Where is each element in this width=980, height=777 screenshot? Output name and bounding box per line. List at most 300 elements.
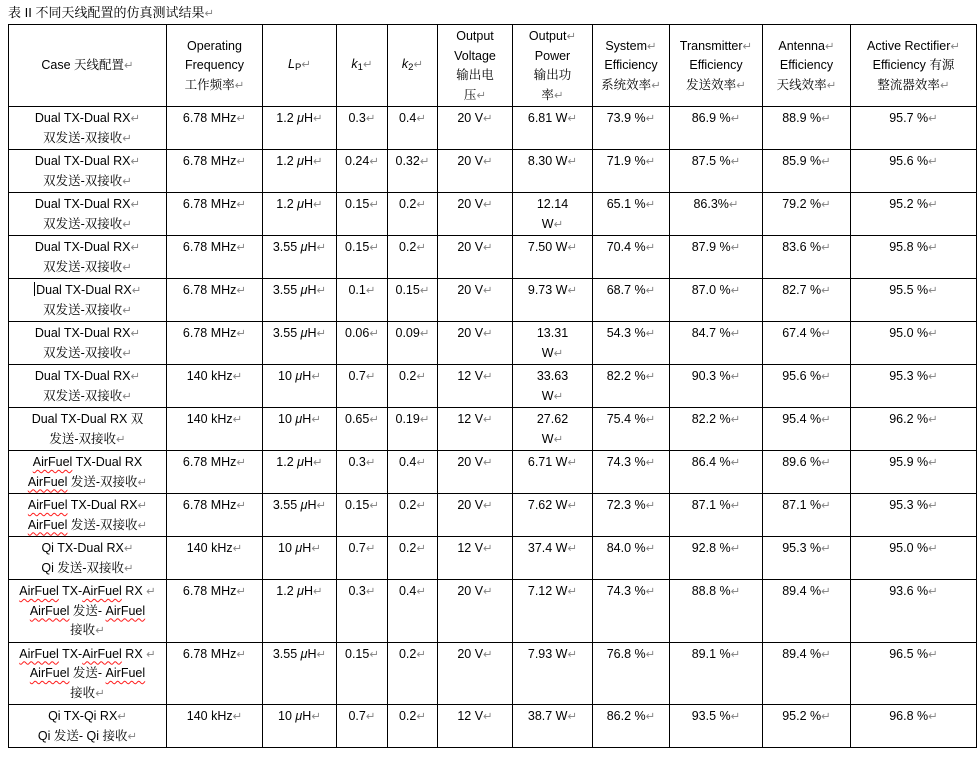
cell-antenna-efficiency[interactable] [763,279,851,322]
cell-active-rectifier-efficiency[interactable] [851,537,977,580]
paragraph-mark-icon: ↵ [730,326,741,340]
text-line [672,37,760,57]
text-line [265,707,334,727]
text-line [853,195,974,215]
text-run: 0.7 [348,541,366,555]
paragraph-mark-icon: ↵ [236,197,247,211]
cell-output-power[interactable] [513,705,593,748]
cell-case[interactable] [9,365,167,408]
cell-output-voltage[interactable] [438,322,513,365]
paragraph-mark-icon: ↵ [369,498,379,512]
paragraph-mark-icon: ↵ [416,111,427,125]
spellcheck-word: AirFuel [29,603,70,618]
text-line [440,109,510,129]
cell-case[interactable] [9,642,167,705]
text-run: 67.4 % [782,326,822,340]
text-run: 88.8 % [691,584,731,598]
cell-active-rectifier-efficiency[interactable] [851,236,977,279]
text-line [765,453,848,473]
paragraph-mark-icon: ↵ [483,154,493,168]
cell-antenna-efficiency[interactable] [763,322,851,365]
paragraph-mark-icon: ↵ [928,111,938,125]
text-run: 20 V [457,240,484,254]
cell-operating-frequency[interactable] [167,279,263,322]
cell-k1[interactable] [337,193,388,236]
cell-output-power[interactable] [513,451,593,494]
cell-system-efficiency[interactable] [593,322,670,365]
cell-k2[interactable] [388,236,438,279]
text-run: 0.32 [395,154,420,168]
text-line [595,152,667,172]
paragraph-mark-icon: ↵ [122,259,132,274]
cell-system-efficiency[interactable] [593,107,670,150]
cell-active-rectifier-efficiency[interactable] [851,642,977,705]
text-run: 93.5 % [691,709,731,723]
cell-lp[interactable] [263,279,337,322]
paragraph-mark-icon: ↵ [130,154,141,168]
cell-output-power[interactable] [513,236,593,279]
paragraph-mark-icon: ↵ [553,216,564,231]
cell-transmitter-efficiency[interactable] [670,451,763,494]
paragraph-mark-icon: ↵ [483,455,493,469]
paragraph-mark-icon: ↵ [928,498,938,512]
text-line [515,66,590,86]
cell-output-voltage[interactable] [438,642,513,705]
text-run: μ [295,709,303,723]
header-system-efficiency[interactable] [593,25,670,107]
paragraph-mark-icon: ↵ [553,431,564,446]
cell-antenna-efficiency[interactable] [763,236,851,279]
cell-antenna-efficiency[interactable] [763,705,851,748]
text-run: 3.55 [272,498,301,512]
header-lp[interactable] [263,25,337,107]
cell-transmitter-efficiency[interactable] [670,107,763,150]
paragraph-mark-icon: ↵ [821,709,831,723]
cell-active-rectifier-efficiency[interactable] [851,107,977,150]
paragraph-mark-icon: ↵ [365,455,376,469]
text-run: 发送效率 [686,77,737,92]
cell-k1[interactable] [337,365,388,408]
paragraph-mark-icon: ↵ [567,283,578,297]
cell-k2[interactable] [388,408,438,451]
header-k2[interactable] [388,25,438,107]
paragraph-mark-icon: ↵ [821,584,831,598]
text-run: 10 [278,369,296,383]
cell-operating-frequency[interactable] [167,322,263,365]
text-run: 20 V [457,498,484,512]
cell-lp[interactable] [263,322,337,365]
cell-case[interactable] [9,193,167,236]
cell-active-rectifier-efficiency[interactable] [851,365,977,408]
text-run: TX- [58,646,83,661]
cell-system-efficiency[interactable] [593,494,670,537]
cell-k2[interactable] [388,580,438,643]
text-line [169,410,260,430]
cell-operating-frequency[interactable] [167,705,263,748]
paragraph-mark-icon: ↵ [311,412,321,426]
cell-output-power[interactable] [513,494,593,537]
cell-output-power[interactable] [513,322,593,365]
text-run: 0.1 [348,283,366,297]
text-line [765,109,848,129]
paragraph-mark-icon: ↵ [645,541,656,555]
cell-active-rectifier-efficiency[interactable] [851,322,977,365]
cell-k2[interactable] [388,279,438,322]
text-line [390,410,435,430]
spellcheck-word: AirFuel [29,666,70,680]
cell-system-efficiency[interactable] [593,193,670,236]
cell-system-efficiency[interactable] [593,236,670,279]
cell-operating-frequency[interactable] [167,193,263,236]
cell-output-voltage[interactable] [438,236,513,279]
cell-lp[interactable] [263,150,337,193]
cell-operating-frequency[interactable] [167,107,263,150]
cell-system-efficiency[interactable] [593,150,670,193]
cell-k1[interactable] [337,537,388,580]
cell-active-rectifier-efficiency[interactable] [851,580,977,643]
paragraph-mark-icon: ↵ [730,584,741,598]
spellcheck-word: AirFuel [82,646,122,661]
cell-antenna-efficiency[interactable] [763,451,851,494]
cell-output-voltage[interactable] [438,150,513,193]
text-cursor [34,282,36,296]
cell-k1[interactable] [337,107,388,150]
text-run: 6.78 MHz [182,154,237,168]
header-k1[interactable] [337,25,388,107]
cell-output-voltage[interactable] [438,451,513,494]
text-run: 天线效率 [776,77,827,92]
cell-system-efficiency[interactable] [593,451,670,494]
cell-k2[interactable] [388,705,438,748]
cell-active-rectifier-efficiency[interactable] [851,494,977,537]
cell-lp[interactable] [263,494,337,537]
cell-lp[interactable] [263,537,337,580]
table-caption[interactable] [8,5,980,21]
cell-lp[interactable] [263,107,337,150]
cell-k1[interactable] [337,705,388,748]
text-line [672,195,760,215]
cell-lp[interactable] [263,193,337,236]
cell-output-voltage[interactable] [438,365,513,408]
cell-output-voltage[interactable] [438,580,513,643]
cell-system-efficiency[interactable] [593,279,670,322]
cell-antenna-efficiency[interactable] [763,150,851,193]
cell-transmitter-efficiency[interactable] [670,236,763,279]
cell-lp[interactable] [263,705,337,748]
cell-lp[interactable] [263,580,337,643]
cell-case[interactable] [9,580,167,643]
cell-output-power[interactable] [513,408,593,451]
text-run: 33.63 [536,369,569,383]
cell-case[interactable] [9,150,167,193]
cell-case[interactable] [9,107,167,150]
cell-system-efficiency[interactable] [593,365,670,408]
text-run: Output [528,29,567,43]
text-line [169,109,260,129]
paragraph-mark-icon: ↵ [826,77,837,92]
cell-operating-frequency[interactable] [167,365,263,408]
paragraph-mark-icon: ↵ [821,326,831,340]
cell-operating-frequency[interactable] [167,537,263,580]
cell-k1[interactable] [337,642,388,705]
text-run: RX [121,646,147,661]
text-line [440,281,510,301]
cell-output-power[interactable] [513,107,593,150]
paragraph-mark-icon: ↵ [416,709,427,723]
cell-k2[interactable] [388,451,438,494]
text-run: 89.4 % [782,646,822,661]
text-run: μ [297,111,305,125]
cell-case[interactable] [9,451,167,494]
cell-output-power[interactable] [513,150,593,193]
cell-output-voltage[interactable] [438,494,513,537]
cell-output-voltage[interactable] [438,193,513,236]
paragraph-mark-icon: ↵ [95,623,105,637]
cell-output-power[interactable] [513,365,593,408]
table-row-4 [9,236,977,279]
cell-k2[interactable] [388,537,438,580]
cell-output-voltage[interactable] [438,537,513,580]
text-line [339,324,385,344]
cell-k2[interactable] [388,193,438,236]
text-run: 双发送-双接收 [43,259,123,274]
text-run: 20 V [457,154,484,168]
cell-k1[interactable] [337,451,388,494]
cell-k1[interactable] [337,408,388,451]
text-line [672,238,760,258]
cell-transmitter-efficiency[interactable] [670,642,763,705]
cell-output-power[interactable] [513,193,593,236]
table-row-1 [9,107,977,150]
text-line [169,324,260,344]
paragraph-mark-icon: ↵ [419,412,430,426]
text-line [339,109,385,129]
text-line [440,238,510,258]
text-run: 1.2 [276,111,298,125]
paragraph-mark-icon: ↵ [416,240,427,254]
cell-case[interactable] [9,494,167,537]
text-line [440,152,510,172]
cell-antenna-efficiency[interactable] [763,580,851,643]
text-line [515,344,590,364]
header-output-power[interactable] [513,25,593,107]
text-line [169,539,260,559]
cell-active-rectifier-efficiency[interactable] [851,705,977,748]
paragraph-mark-icon: ↵ [311,369,321,383]
cell-lp[interactable] [263,408,337,451]
cell-output-power[interactable] [513,642,593,705]
paragraph-mark-icon: ↵ [416,369,427,383]
text-line [440,367,510,387]
cell-output-power[interactable] [513,537,593,580]
cell-system-efficiency[interactable] [593,642,670,705]
header-operating-frequency[interactable] [167,25,263,107]
text-run: 70.4 % [606,240,646,254]
cell-k1[interactable] [337,236,388,279]
cell-active-rectifier-efficiency[interactable] [851,150,977,193]
text-run: Output [456,29,494,43]
cell-operating-frequency[interactable] [167,494,263,537]
cell-k1[interactable] [337,494,388,537]
cell-active-rectifier-efficiency[interactable] [851,451,977,494]
text-run: TX-Dual RX [67,498,138,512]
text-run: Voltage [454,48,496,63]
text-run: L [288,56,295,71]
text-run: 86.9 % [691,111,731,125]
cell-lp[interactable] [263,365,337,408]
cell-k1[interactable] [337,580,388,643]
cell-case[interactable] [9,537,167,580]
text-run: 6.78 MHz [182,498,237,512]
paragraph-mark-icon: ↵ [416,541,427,555]
paragraph-mark-icon: ↵ [117,709,127,723]
paragraph-mark-icon: ↵ [824,38,835,53]
cell-k1[interactable] [337,279,388,322]
cell-transmitter-efficiency[interactable] [670,408,763,451]
cell-transmitter-efficiency[interactable] [670,322,763,365]
cell-antenna-efficiency[interactable] [763,494,851,537]
text-run: 0.15 [395,283,420,297]
cell-antenna-efficiency[interactable] [763,642,851,705]
text-run: 20 V [457,455,484,469]
cell-lp[interactable] [263,642,337,705]
text-line [515,109,590,129]
cell-antenna-efficiency[interactable] [763,365,851,408]
cell-transmitter-efficiency[interactable] [670,150,763,193]
cell-active-rectifier-efficiency[interactable] [851,193,977,236]
paragraph-mark-icon: ↵ [736,77,746,92]
text-line [440,645,510,665]
text-run: W [541,216,554,231]
text-line [265,109,334,129]
cell-transmitter-efficiency[interactable] [670,494,763,537]
cell-transmitter-efficiency[interactable] [670,705,763,748]
paragraph-mark-icon: ↵ [645,197,656,211]
cell-operating-frequency[interactable] [167,408,263,451]
text-run: 95.4 % [782,412,822,426]
cell-system-efficiency[interactable] [593,537,670,580]
cell-lp[interactable] [263,451,337,494]
cell-output-voltage[interactable] [438,705,513,748]
header-output-voltage[interactable] [438,25,513,107]
cell-lp[interactable] [263,236,337,279]
cell-operating-frequency[interactable] [167,451,263,494]
paragraph-mark-icon: ↵ [645,111,656,125]
cell-system-efficiency[interactable] [593,705,670,748]
cell-case[interactable] [9,279,167,322]
cell-output-power[interactable] [513,580,593,643]
cell-case[interactable] [9,236,167,279]
text-line [440,47,510,67]
text-line [595,539,667,559]
text-run: 95.9 % [889,455,929,469]
cell-transmitter-efficiency[interactable] [670,537,763,580]
text-line [765,195,848,215]
text-run: 73.9 % [606,111,646,125]
text-run: 1.2 [276,154,298,168]
cell-k2[interactable] [388,365,438,408]
text-line [11,664,164,684]
text-run: 0.06 [345,326,370,340]
text-run: 95.2 % [889,197,929,211]
header-transmitter-efficiency[interactable] [670,25,763,107]
cell-antenna-efficiency[interactable] [763,193,851,236]
header-active-rectifier-efficiency[interactable] [851,25,977,107]
cell-k2[interactable] [388,150,438,193]
cell-output-power[interactable] [513,279,593,322]
text-run: μ [295,412,303,426]
cell-system-efficiency[interactable] [593,408,670,451]
cell-antenna-efficiency[interactable] [763,107,851,150]
text-run: 6.78 MHz [182,455,237,469]
text-line [515,387,590,407]
cell-output-voltage[interactable] [438,408,513,451]
cell-active-rectifier-efficiency[interactable] [851,279,977,322]
paragraph-mark-icon: ↵ [137,517,148,532]
cell-operating-frequency[interactable] [167,236,263,279]
paragraph-mark-icon: ↵ [137,474,148,489]
text-run: 系统效率 [601,77,652,92]
text-run: μ [295,369,303,383]
cell-transmitter-efficiency[interactable] [670,580,763,643]
cell-antenna-efficiency[interactable] [763,537,851,580]
text-run: 95.2 % [782,709,822,723]
text-line [11,684,164,704]
text-run: 86.2 % [606,709,646,723]
text-run: 82.2 % [606,369,646,383]
cell-k2[interactable] [388,107,438,150]
text-line [339,55,385,78]
cell-transmitter-efficiency[interactable] [670,193,763,236]
cell-transmitter-efficiency[interactable] [670,365,763,408]
cell-operating-frequency[interactable] [167,150,263,193]
cell-output-voltage[interactable] [438,279,513,322]
cell-k1[interactable] [337,150,388,193]
text-line [515,645,590,665]
cell-transmitter-efficiency[interactable] [670,279,763,322]
cell-operating-frequency[interactable] [167,580,263,643]
header-case[interactable] [9,25,167,107]
cell-active-rectifier-efficiency[interactable] [851,408,977,451]
paragraph-mark-icon: ↵ [821,197,831,211]
cell-antenna-efficiency[interactable] [763,408,851,451]
text-line [390,539,435,559]
header-antenna-efficiency[interactable] [763,25,851,107]
cell-k2[interactable] [388,322,438,365]
text-run: 20 V [457,111,484,125]
text-run: 89.1 % [691,646,731,661]
cell-system-efficiency[interactable] [593,580,670,643]
text-run: 95.8 % [889,240,929,254]
cell-k2[interactable] [388,494,438,537]
cell-k2[interactable] [388,642,438,705]
text-run: TX-Dual RX [72,455,143,469]
text-run: Case 天线配置 [41,58,124,73]
cell-case[interactable] [9,322,167,365]
text-line [672,707,760,727]
text-line [595,410,667,430]
cell-case[interactable] [9,705,167,748]
paragraph-mark-icon: ↵ [483,498,493,512]
cell-k1[interactable] [337,322,388,365]
cell-case[interactable] [9,408,167,451]
paragraph-mark-icon: ↵ [316,283,327,297]
cell-operating-frequency[interactable] [167,642,263,705]
cell-output-voltage[interactable] [438,107,513,150]
text-line [853,238,974,258]
text-run: 83.6 % [782,240,822,254]
text-line [515,410,590,430]
